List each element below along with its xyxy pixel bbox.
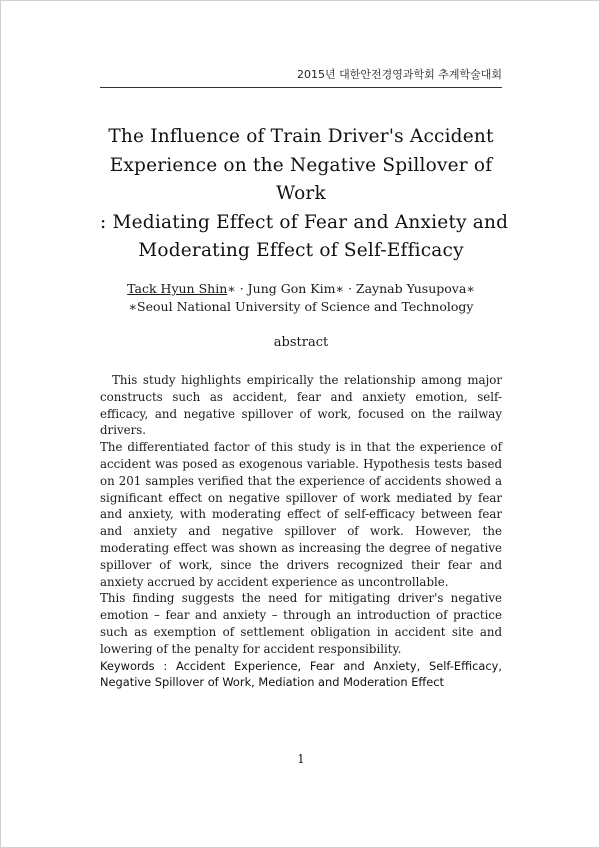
abstract-paragraph: The differentiated factor of this study is in that the experience of accident was posed as exogenous variable. Hypothesis tests based on 201 samples verified that the experience of accidents showed a significant effect on negative spillover of work mediated by fear and anxiety, with moderating effect of self-efficacy between fear and anxiety and negative spillover of work. However, the moderating effect was shown as increasing the degree of negative spillover of work, since the drivers recognized their fear and anxiety accrued by accident experience as uncontrollable. (100, 440, 502, 589)
running-header: 2015년 대한안전경영과학회 추계학술대회 (100, 66, 502, 88)
author-name: Zaynab Yusupova (355, 281, 467, 296)
title-line: Work (276, 183, 326, 204)
title-line: Moderating Effect of Self-Efficacy (138, 240, 464, 261)
author-name: Jung Gon Kim (247, 281, 336, 296)
author-separator: ∗ · (335, 281, 356, 296)
abstract-paragraph: This study highlights empirically the relationship among major constructs such as accident, fear and anxiety emotion, self-efficacy, and negative spillover of work, focused on the railway drivers. (100, 373, 502, 438)
author-separator: ∗ · (227, 281, 248, 296)
author-name: Tack Hyun Shin (127, 281, 228, 296)
title-line: The Influence of Train Driver's Accident (108, 126, 494, 147)
keywords: Keywords : Accident Experience, Fear and Anxiety, Self-Efficacy, Negative Spillover of Work, Mediation and Moderation Effect (100, 658, 502, 690)
abstract-heading: abstract (273, 335, 329, 350)
author-mark: ∗ (466, 281, 475, 296)
title-line: Experience on the Negative Spillover of (109, 154, 493, 176)
affiliation: ∗Seoul National University of Science and Technology (128, 299, 474, 314)
abstract-body (100, 372, 502, 691)
author-list (100, 280, 502, 298)
abstract-paragraph: This finding suggests the need for mitigating driver's negative emotion – fear and anxiety – through an introduction of practice such as exemption of settlement obligation in accident site and lowering of the penalty for accident responsibility. (100, 591, 502, 656)
page-number: 1 (297, 752, 305, 766)
title-line: : Mediating Effect of Fear and Anxiety and (100, 211, 509, 233)
paper-title (100, 123, 509, 266)
